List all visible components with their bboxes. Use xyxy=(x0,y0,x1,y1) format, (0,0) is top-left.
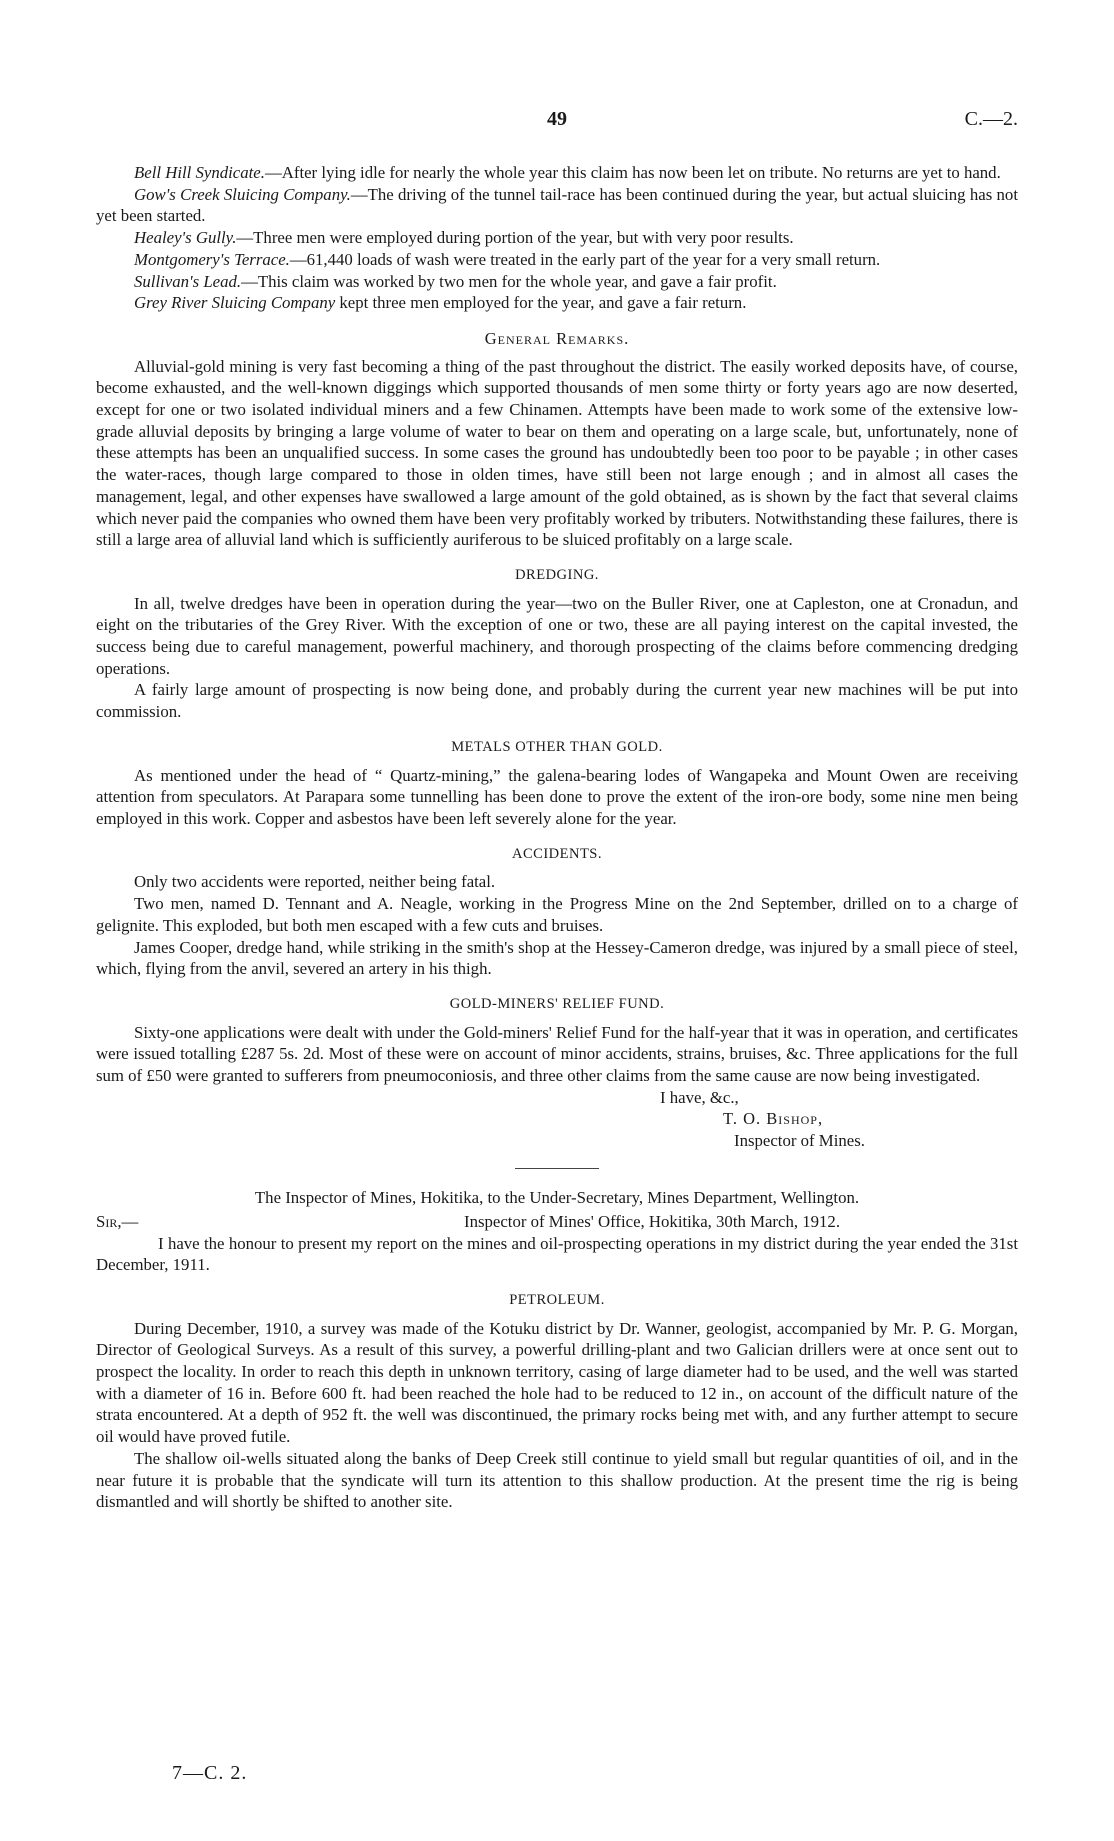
section-paragraph: Sixty-one applications were dealt with under the Gold-miners' Relief Fund for the half-year that it was in operation, and certificates were issued totalling £287 5s. 2d. Most of these were on account of minor accidents, strains, bruises, &c. Three applications for the full sum of £50 were granted to sufferers from pneumoconiosis, and three other claims from the same cause are now being investigated. xyxy=(96,1022,1018,1086)
signature-name: T. O. Bishop, xyxy=(723,1109,824,1129)
section-heading-metals: METALS OTHER THAN GOLD. xyxy=(451,738,663,755)
report-paragraph: Bell Hill Syndicate.—After lying idle for nearly the whole year this claim has now been let on tribute. No returns are yet to hand. xyxy=(134,163,1001,182)
section-paragraph: During December, 1910, a survey was made of the Kotuku district by Dr. Wanner, geologist, accompanied by Mr. P. G. Morgan, Director of Geological Surveys. As a result of this survey, a powerful drilling-plant and two Galician drillers were at once sent out to prospect the locality. In order to reach this depth in unknown territory, casing of large diameter had to be used, and the well was started with a diameter of 16 in. Before 600 ft. had been reached the hole had to be reduced to 12 in., on account of the difficult nature of the strata encountered. At a depth of 952 ft. the well was discontinued, the primary rocks being met with, and any further attempt to secure oil would have proved futile. xyxy=(96,1318,1018,1447)
page-content xyxy=(96,162,1018,1513)
printer-signature-mark: 7—C. 2. xyxy=(172,1762,248,1784)
section-heading-accidents: ACCIDENTS. xyxy=(512,845,602,862)
page-header xyxy=(96,108,1018,134)
section-paragraph: Only two accidents were reported, neither being fatal. xyxy=(134,872,496,892)
signature-title: Inspector of Mines. xyxy=(734,1131,865,1151)
page-number: 49 xyxy=(547,108,567,130)
section-heading-general-remarks: General Remarks. xyxy=(484,328,630,348)
report-lead: Grey River Sluicing Company xyxy=(134,293,336,313)
letter-heading: The Inspector of Mines, Hokitika, to the Under-Secretary, Mines Department, Wellington. xyxy=(254,1187,860,1207)
company-reports xyxy=(96,162,1018,314)
letter-salutation: Sir,— xyxy=(96,1211,139,1231)
letter-address-line xyxy=(96,1211,1018,1233)
report-lead: Healey's Gully. xyxy=(134,228,237,248)
section-divider xyxy=(515,1168,599,1169)
section-paragraph: Two men, named D. Tennant and A. Neagle, working in the Progress Mine on the 2nd September, drilled on to a charge of gelignite. This exploded, but both men escaped with a few cuts and bruises. xyxy=(96,894,1018,935)
section-paragraph: In all, twelve dredges have been in operation during the year—two on the Buller River, one at Capleston, one at Cronadun, and eight on the tributaries of the Grey River. With the exception of one or two, these are all paying interest on the capital invested, the success being due to careful management, powerful machinery, and thorough prospecting of the claims before commencing dredging operations. xyxy=(96,593,1018,678)
signature-closing: I have, &c., xyxy=(660,1087,739,1107)
section-heading-petroleum: PETROLEUM. xyxy=(509,1291,605,1308)
document-code: C.—2. xyxy=(964,108,1018,130)
report-paragraph: Montgomery's Terrace.—61,440 loads of wash were treated in the early part of the year for a very small return. xyxy=(134,249,881,269)
section-heading-dredging: DREDGING. xyxy=(515,566,599,583)
report-lead: Sullivan's Lead. xyxy=(134,271,242,291)
report-paragraph: Sullivan's Lead.—This claim was worked by two men for the whole year, and gave a fair profit. xyxy=(134,271,777,291)
section-paragraph: As mentioned under the head of “ Quartz-mining,” the galena-bearing lodes of Wangapeka and Mount Owen are receiving attention from speculators. At Parapara some tunnelling has been done to prove the extent of the iron-ore body, some nine men being employed in this work. Copper and asbestos have been left severely alone for the year. xyxy=(96,765,1018,828)
report-paragraph: Grey River Sluicing Company kept three men employed for the year, and gave a fair return. xyxy=(134,293,747,313)
section-heading-relief-fund: GOLD-MINERS' RELIEF FUND. xyxy=(449,995,665,1012)
report-lead: Gow's Creek Sluicing Company. xyxy=(134,184,351,204)
letter-intro: I have the honour to present my report on the mines and oil-prospecting operations in my district during the year ended the 31st December, 1911. xyxy=(96,1233,1018,1275)
section-paragraph: A fairly large amount of prospecting is now being done, and probably during the current year new machines will be put into commission. xyxy=(96,680,1018,722)
report-lead: Bell Hill Syndicate. xyxy=(134,163,265,182)
letter-office-date: Inspector of Mines' Office, Hokitika, 30th March, 1912. xyxy=(464,1211,841,1231)
report-paragraph: Healey's Gully.—Three men were employed during portion of the year, but with very poor results. xyxy=(134,228,794,248)
section-paragraph: James Cooper, dredge hand, while striking in the smith's shop at the Hessey-Cameron dredge, was injured by a small piece of steel, which, flying from the anvil, severed an artery in his thigh. xyxy=(96,937,1018,979)
section-paragraph: The shallow oil-wells situated along the banks of Deep Creek still continue to yield small but regular quantities of oil, and in the near future it is probable that the syndicate will turn its attention to this shallow production. At the present time the rig is being dismantled and will shortly be shifted to another site. xyxy=(96,1448,1018,1512)
report-lead: Montgomery's Terrace. xyxy=(134,249,290,269)
report-paragraph: Gow's Creek Sluicing Company.—The driving of the tunnel tail-race has been continued during the year, but actual sluicing has not yet been started. xyxy=(96,184,1018,226)
section-paragraph: Alluvial-gold mining is very fast becoming a thing of the past throughout the district. The easily worked deposits have, of course, become exhausted, and the well-known diggings which supported thousands of men some thirty or forty years ago are now deserted, except for one or two isolated individual miners and a few Chinamen. Attempts have been made to work some of the extensive low-grade alluvial deposits by bringing a large volume of water to bear on them and operating on a large scale, but, unfortunately, none of these attempts has been an unqualified success. In some cases the ground has undoubtedly been too poor to be payable ; in other cases the water-races, though large compared to those in olden times, have still been not large enough ; and in almost all cases the management, legal, and other expenses have swallowed a large amount of the gold obtained, as is shown by the fact that several claims which never paid the companies who owned them have been very profitably worked by tributers. Notwithstanding these failures, there is still a large area of alluvial land which is sufficiently auriferous to be sluiced profitably on a large scale. xyxy=(96,356,1018,550)
signature-block xyxy=(96,1087,1018,1152)
